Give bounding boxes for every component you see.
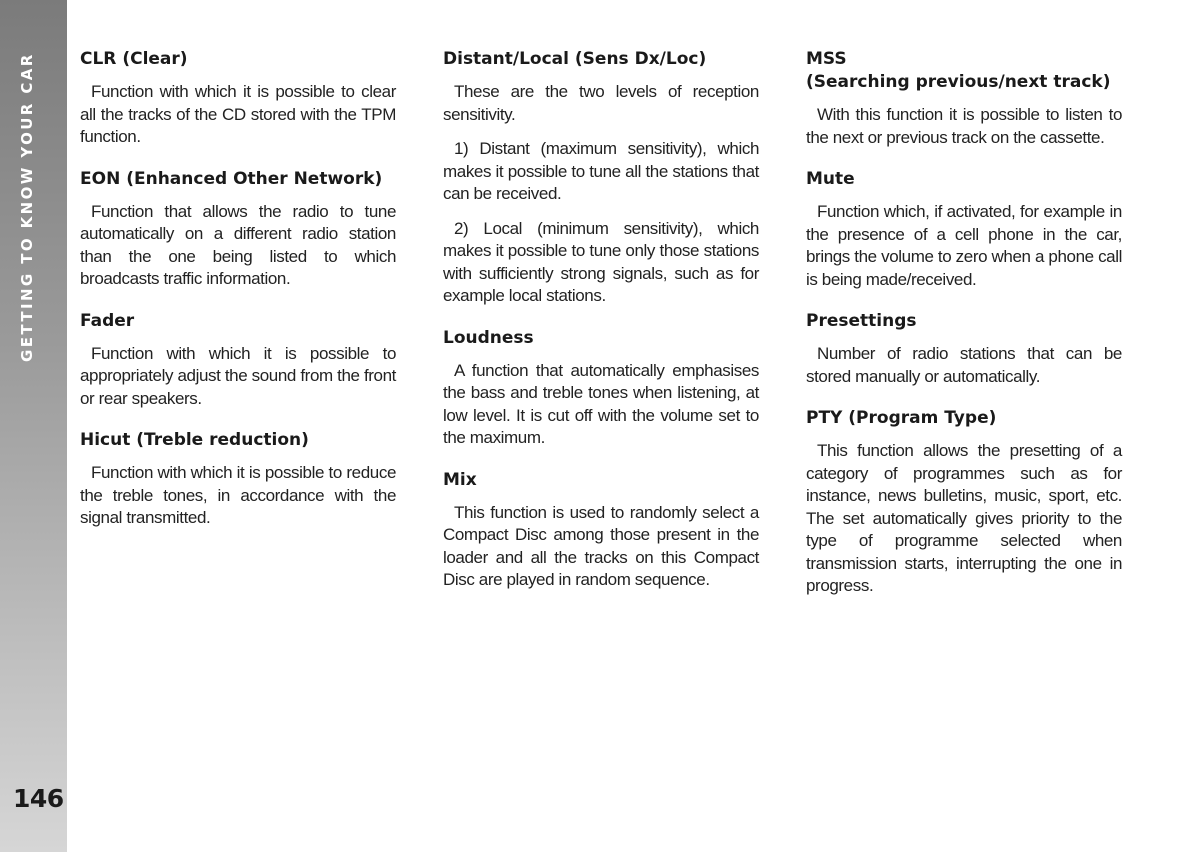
page-number: 146 (13, 784, 64, 813)
section-mix (443, 469, 759, 592)
section-paragraph: These are the two levels of reception sensitivity. (443, 82, 759, 124)
section-heading: Hicut (Treble reduction) (80, 430, 309, 450)
section-eon (80, 168, 396, 291)
text-column-3 (806, 48, 1122, 617)
section-paragraph: 1) Distant (maximum sensitivity), which makes it possible to tune all the stations that can be received. (443, 139, 759, 203)
section-heading: MSS (Searching previous/next track) (806, 49, 1111, 92)
section-heading: EON (Enhanced Other Network) (80, 168, 383, 189)
text-column-1 (80, 48, 396, 549)
section-paragraph: Function that allows the radio to tune automatically on a different radio station than the one being listed to which broadcasts traffic information. (80, 201, 396, 288)
section-clr (80, 48, 396, 149)
section-paragraph: This function allows the presetting of a category of programmes such as for instance, news bulletins, music, sport, etc. The set automatically gives priority to the type of programme selected when transmission starts, interrupting the one in progress. (806, 441, 1122, 595)
section-fader (80, 310, 396, 411)
section-paragraph: Function with which it is possible to reduce the treble tones, in accordance with the signal transmitted. (80, 463, 396, 527)
section-paragraph: Number of radio stations that can be stored manually or automatically. (806, 344, 1122, 386)
section-heading: Loudness (443, 327, 534, 348)
chapter-title: GETTING TO KNOW YOUR CAR (18, 52, 36, 362)
section-pty (806, 407, 1122, 598)
section-heading: CLR (Clear) (80, 49, 188, 69)
section-heading: Presettings (806, 311, 917, 331)
section-heading: Mix (443, 469, 477, 490)
section-hicut (80, 429, 396, 530)
chapter-side-band (0, 0, 67, 852)
section-heading: Mute (806, 169, 855, 189)
section-heading: Distant/Local (Sens Dx/Loc) (443, 49, 707, 69)
section-paragraph: A function that automatically emphasises the bass and treble tones when listening, at low level. It is cut off with the volume set to the maximum. (443, 360, 759, 447)
section-loudness (443, 327, 759, 450)
section-heading: Fader (80, 310, 135, 331)
section-paragraph: Function with which it is possible to clear all the tracks of the CD stored with the TPM function. (80, 82, 396, 146)
section-paragraph: Function with which it is possible to appropriately adjust the sound from the front or rear speakers. (80, 343, 396, 408)
section-distant-local (443, 48, 759, 308)
section-paragraph: Function which, if activated, for example in the presence of a cell phone in the car, brings the volume to zero when a phone call is being made/received. (806, 202, 1122, 289)
section-paragraph: With this function it is possible to listen to the next or previous track on the cassette. (806, 105, 1122, 147)
section-heading: PTY (Program Type) (806, 408, 997, 428)
text-column-2 (443, 48, 759, 611)
section-paragraph: This function is used to randomly select a Compact Disc among those present in the loader and all the tracks on this Compact Disc are played in random sequence. (443, 502, 759, 589)
section-paragraph: 2) Local (minimum sensitivity), which makes it possible to tune only those stations with sufficiently strong signals, such as for example local stations. (443, 218, 759, 305)
section-presettings (806, 310, 1122, 388)
section-mss (806, 48, 1122, 149)
section-mute (806, 168, 1122, 291)
